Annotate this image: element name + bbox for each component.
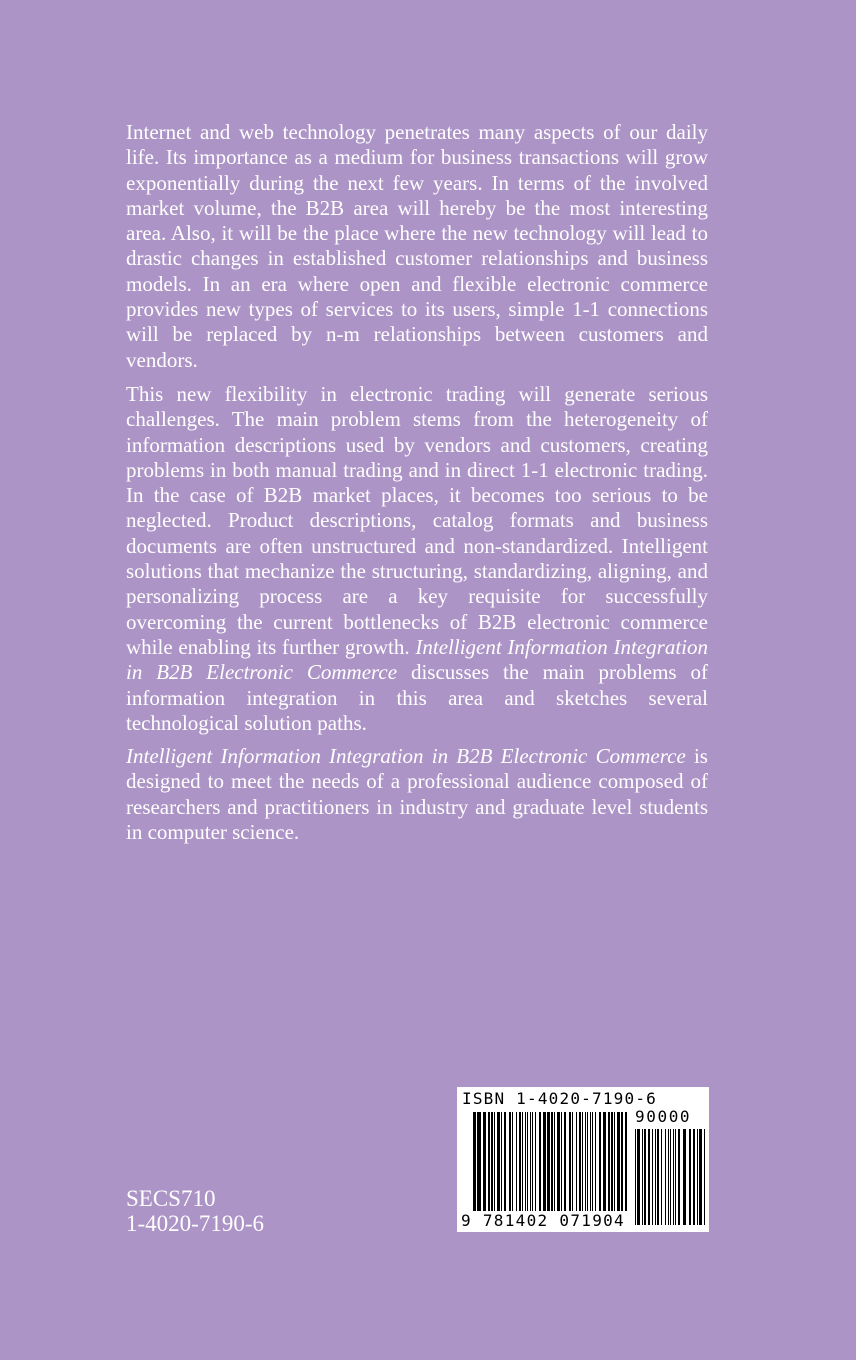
ean-bar <box>483 1112 486 1225</box>
ean-bar <box>494 1112 495 1225</box>
ean-bar <box>614 1112 615 1225</box>
barcode-price-code: 90000 <box>635 1107 692 1126</box>
ean-bar <box>497 1112 500 1225</box>
ean-bar <box>617 1112 620 1225</box>
addon-bar <box>655 1129 656 1225</box>
ean-bar <box>501 1112 502 1225</box>
ean-bar <box>582 1112 583 1225</box>
ean-bar <box>504 1112 506 1225</box>
audience-text: is designed to meet the needs of a professional audience composed of researchers and practitioners in industry and graduate level students in computer science. <box>126 744 708 844</box>
ean-bar <box>576 1112 577 1225</box>
ean-bar <box>554 1112 555 1225</box>
ean-bar <box>557 1112 560 1225</box>
ean-bar <box>579 1112 581 1225</box>
barcode-isbn-label: ISBN 1-4020-7190-6 <box>462 1089 657 1108</box>
addon-bar <box>670 1129 671 1225</box>
ean-bar <box>599 1112 601 1225</box>
ean-bar <box>595 1112 596 1225</box>
addon-bar <box>693 1129 695 1225</box>
isbn-number: 1-4020-7190-6 <box>126 1211 264 1236</box>
book-title-inline: Intelligent Information Integration in B2B Electronic Commerce <box>126 634 708 685</box>
ean-bar <box>611 1112 613 1225</box>
addon-bar <box>704 1129 705 1225</box>
addon-bar <box>668 1129 669 1225</box>
ean-bar <box>543 1112 546 1225</box>
addon-bar <box>637 1129 640 1225</box>
catalog-codes <box>126 1186 264 1236</box>
ean-bar <box>535 1112 536 1225</box>
addon-bar <box>642 1129 643 1225</box>
addon-bar <box>665 1129 666 1225</box>
ean-bar <box>479 1112 481 1225</box>
ean-bar <box>592 1112 593 1225</box>
addon-bar <box>673 1129 674 1225</box>
ean-bar <box>539 1112 541 1225</box>
addon-bar <box>635 1129 636 1225</box>
ean-bar <box>532 1112 533 1225</box>
addon-bar <box>657 1129 659 1225</box>
barcode-ean-digits: 9 781402 071904 <box>461 1211 625 1230</box>
addon-bar <box>689 1129 691 1225</box>
isbn-barcode <box>457 1087 709 1232</box>
addon-bar <box>678 1129 680 1225</box>
ean-bar <box>561 1112 562 1225</box>
ean-bar <box>569 1112 571 1225</box>
ean-bar <box>564 1112 566 1225</box>
addon-bar <box>697 1129 698 1225</box>
ean-bar <box>527 1112 528 1225</box>
addon-bar <box>683 1129 686 1225</box>
addon-bar <box>648 1129 650 1225</box>
addon-bar <box>699 1129 702 1225</box>
ean-bar <box>525 1112 526 1225</box>
ean-bar <box>522 1112 523 1225</box>
description-paragraph-2 <box>126 382 708 736</box>
paragraph-2-text-end: discusses the main problems of information integration in this area and sketches several technological solution paths. <box>126 660 708 735</box>
ean-bar <box>475 1112 476 1225</box>
ean-bar <box>491 1112 493 1225</box>
ean-bar <box>587 1112 588 1225</box>
ean-bar <box>608 1112 610 1225</box>
addon-bar <box>652 1129 653 1225</box>
ean-bar <box>572 1112 573 1225</box>
ean-bar <box>516 1112 517 1225</box>
ean-bar <box>512 1112 513 1225</box>
ean-bar <box>519 1112 521 1225</box>
ean-bar <box>590 1112 591 1225</box>
audience-paragraph <box>126 744 708 845</box>
ean-bar <box>509 1112 511 1225</box>
ean-bar <box>488 1112 490 1225</box>
book-title-audience: Intelligent Information Integration in B2B Electronic Commerce <box>126 744 686 768</box>
paragraph-2-text-start: This new flexibility in electronic trading will generate serious challenges. The main problem stems from the heterogeneity of information descriptions used by vendors and customers, creating problems in both manual trading and in direct 1-1 electronic trading. In the case of B2B market places, it becomes too serious to be neglected. Product descriptions, catalog formats and business documents are often unstructured and non-standardized. Intelligent solutions that mechanize the structuring, standardizing, aligning, and personalizing process are a key requisite for successfully overcoming the current bottlenecks of B2B electronic commerce while enabling its further growth. <box>126 382 708 659</box>
addon-bar <box>675 1129 676 1225</box>
addon-bar <box>644 1129 646 1225</box>
ean-bar <box>585 1112 586 1225</box>
description-paragraph-1: Internet and web technology penetrates many aspects of our daily life. Its importance as a medium for business transactions will grow exponentially during the next few years. In terms of the involved market volume, the B2B area will hereby be the most interesting area. Also, it will be the place where the new technology will lead to drastic changes in established customer relationships and business models. In an era where open and flexible electronic commerce provides new types of services to its users, simple 1-1 connections will be replaced by n-m relationships between customers and vendors. <box>126 120 708 372</box>
ean-bar <box>603 1112 606 1225</box>
series-code: SECS710 <box>126 1186 216 1211</box>
addon-bar <box>661 1129 662 1225</box>
ean-bar <box>530 1112 531 1225</box>
